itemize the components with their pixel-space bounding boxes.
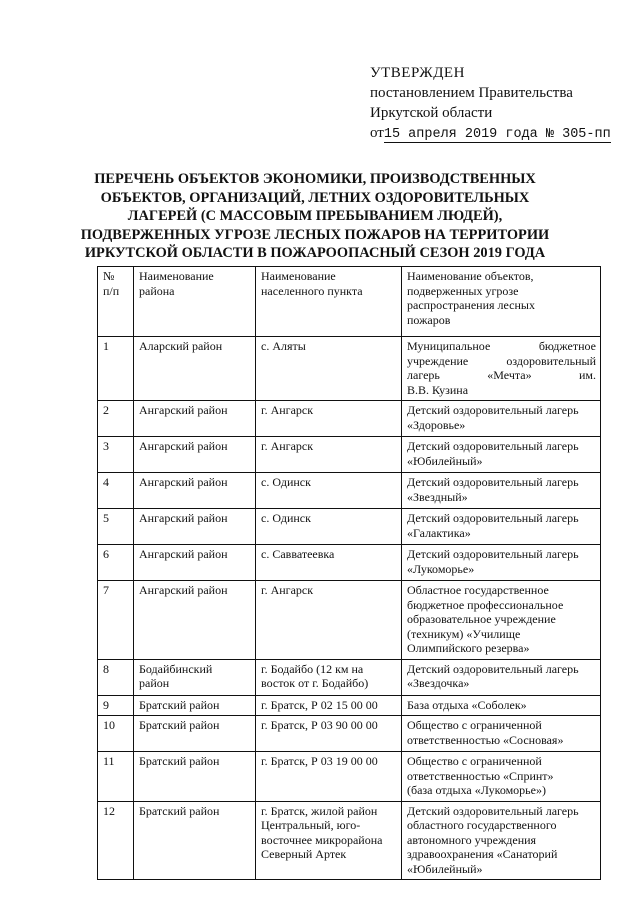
table-row — [98, 695, 601, 716]
cell-object-line: Олимпийского резерва» — [407, 641, 530, 655]
cell-district-line: Ангарский район — [139, 547, 228, 561]
cell-place-line: г. Ангарск — [261, 583, 314, 597]
cell-object-line: «Здоровье» — [407, 417, 466, 432]
cell-number: 10 — [98, 716, 134, 752]
cell-object-line: Детский оздоровительный лагерь — [407, 661, 579, 676]
cell-object-line: Детский оздоровительный лагерь — [407, 475, 579, 489]
cell-object-line: Детский оздоровительный лагерь — [407, 547, 579, 561]
cell-district-line: Братский район — [139, 754, 220, 768]
cell-number: 4 — [98, 473, 134, 509]
cell-district-line: Братский район — [139, 697, 220, 712]
cell-place — [256, 545, 402, 581]
cell-object — [402, 509, 601, 545]
cell-place-line: г. Братск, жилой район — [261, 803, 378, 818]
table-row — [98, 581, 601, 660]
cell-number: 1 — [98, 337, 134, 401]
cell-place-line: г. Ангарск — [261, 439, 314, 453]
header-number-line: п/п — [103, 283, 120, 298]
cell-place — [256, 752, 402, 802]
header-object — [402, 267, 601, 337]
cell-district — [134, 401, 256, 437]
table-row — [98, 337, 601, 401]
table-header-row — [98, 267, 601, 337]
cell-object — [402, 581, 601, 660]
header-place-line: Наименование — [261, 269, 336, 283]
cell-object-line: «Галактика» — [407, 525, 471, 540]
cell-place-line: г. Братск, Р 02 15 00 00 — [261, 697, 378, 712]
table-row — [98, 545, 601, 581]
cell-object-line: областного государственного — [407, 818, 557, 832]
cell-object-line: База отдыха «Соболек» — [407, 697, 527, 712]
cell-object-line: образовательное учреждение — [407, 612, 556, 626]
document-title-line: ПОДВЕРЖЕННЫХ УГРОЗЕ ЛЕСНЫХ ПОЖАРОВ НА ТЕРРИТОРИИ — [80, 226, 550, 243]
cell-object-line: Детский оздоровительный лагерь — [407, 439, 579, 453]
cell-district-line: Ангарский район — [139, 583, 228, 597]
cell-district-line: Аларский район — [139, 339, 223, 353]
cell-object-line: Общество с ограниченной — [407, 718, 542, 732]
cell-district — [134, 695, 256, 716]
approval-line-3: Иркутской области — [370, 105, 493, 121]
cell-object-line: Областное государственное — [407, 583, 549, 597]
cell-place-line: г. Братск, Р 03 19 00 00 — [261, 754, 378, 768]
cell-object-line: ответственностью «Спринт» — [407, 768, 554, 783]
cell-district — [134, 581, 256, 660]
cell-district-line: Ангарский район — [139, 511, 228, 525]
cell-object-line: «Звездный» — [407, 489, 468, 504]
table-row — [98, 752, 601, 802]
cell-object-line: (техникум) «Училище — [407, 626, 521, 641]
cell-district-line: Бодайбинский — [139, 661, 213, 676]
cell-number: 2 — [98, 401, 134, 437]
cell-place — [256, 401, 402, 437]
cell-object-line: учреждение оздоровительный — [407, 353, 596, 368]
approval-title: УТВЕРЖДЕН — [370, 65, 465, 81]
cell-object-line: «Лукоморье» — [407, 561, 475, 576]
approval-date-line — [370, 123, 630, 145]
approval-date-value: 15 апреля 2019 года № 305-пп — [383, 127, 611, 142]
header-district-line: Наименование — [139, 269, 214, 283]
cell-object-line: Муниципальное бюджетное — [407, 339, 596, 353]
cell-district-line: Ангарский район — [139, 403, 228, 417]
cell-district-line: Ангарский район — [139, 475, 228, 489]
cell-object-line: «Юбилейный» — [407, 861, 483, 876]
cell-district-line: Братский район — [139, 718, 220, 732]
cell-object-line: ответственностью «Сосновая» — [407, 732, 564, 747]
objects-table — [97, 266, 601, 880]
cell-object — [402, 659, 601, 695]
cell-object-line: бюджетное профессиональное — [407, 597, 564, 612]
cell-district-line: Братский район — [139, 803, 220, 818]
cell-district — [134, 473, 256, 509]
header-object-line: подверженных угрозе — [407, 283, 519, 298]
cell-district-line: Ангарский район — [139, 439, 228, 453]
document-title-line: ПЕРЕЧЕНЬ ОБЪЕКТОВ ЭКОНОМИКИ, ПРОИЗВОДСТВЕННЫХ — [94, 171, 536, 187]
cell-object-line: Общество с ограниченной — [407, 754, 542, 768]
cell-place — [256, 716, 402, 752]
cell-district — [134, 716, 256, 752]
cell-object — [402, 752, 601, 802]
cell-number: 11 — [98, 752, 134, 802]
cell-district — [134, 801, 256, 880]
approval-stamp — [370, 63, 630, 145]
cell-place — [256, 581, 402, 660]
header-place-line: населенного пункта — [261, 283, 363, 298]
cell-place-line: восточнее микрорайона — [261, 832, 383, 847]
approval-date-prefix: от — [370, 125, 384, 141]
cell-place-line: Северный Артек — [261, 847, 347, 861]
cell-place-line: г. Братск, Р 03 90 00 00 — [261, 718, 378, 732]
cell-object-line: Детский оздоровительный лагерь — [407, 511, 579, 525]
cell-object-line: «Юбилейный» — [407, 453, 483, 468]
cell-place-line: г. Бодайбо (12 км на — [261, 661, 364, 676]
document-title — [80, 170, 550, 263]
cell-object-line: здравоохранения «Санаторий — [407, 847, 558, 861]
cell-district — [134, 545, 256, 581]
cell-district — [134, 659, 256, 695]
cell-number: 5 — [98, 509, 134, 545]
cell-number: 12 — [98, 801, 134, 880]
cell-district — [134, 437, 256, 473]
cell-place — [256, 437, 402, 473]
cell-place-line: с. Одинск — [261, 511, 311, 525]
cell-district — [134, 509, 256, 545]
cell-object-line: лагерь «Мечта» им. — [407, 368, 596, 382]
header-object-line: распространения лесных — [407, 298, 535, 312]
cell-object-line: (база отдыха «Лукоморье») — [407, 783, 546, 797]
cell-place — [256, 695, 402, 716]
cell-place — [256, 473, 402, 509]
cell-object — [402, 716, 601, 752]
table-row — [98, 716, 601, 752]
header-object-line: пожаров — [407, 312, 451, 327]
table-row — [98, 801, 601, 880]
cell-object — [402, 437, 601, 473]
cell-object — [402, 545, 601, 581]
cell-district-line: район — [139, 676, 170, 690]
document-title-line: ЛАГЕРЕЙ (С МАССОВЫМ ПРЕБЫВАНИЕМ ЛЮДЕЙ), — [127, 208, 503, 224]
cell-number: 6 — [98, 545, 134, 581]
header-district — [134, 267, 256, 337]
cell-number: 9 — [98, 695, 134, 716]
cell-object — [402, 473, 601, 509]
header-number-line: № — [103, 269, 115, 283]
cell-number: 7 — [98, 581, 134, 660]
header-place — [256, 267, 402, 337]
cell-number: 8 — [98, 659, 134, 695]
cell-place — [256, 337, 402, 401]
cell-place — [256, 509, 402, 545]
cell-place-line: с. Аляты — [261, 339, 306, 353]
cell-district — [134, 752, 256, 802]
cell-object — [402, 801, 601, 880]
header-number — [98, 267, 134, 337]
cell-object-line: Детский оздоровительный лагерь — [407, 403, 579, 417]
cell-object — [402, 337, 601, 401]
cell-object-line: автономного учреждения — [407, 832, 537, 847]
cell-place-line: с. Одинск — [261, 475, 311, 489]
cell-place-line: с. Савватеевка — [261, 547, 335, 561]
table-row — [98, 509, 601, 545]
table-row — [98, 473, 601, 509]
document-title-line: ОБЪЕКТОВ, ОРГАНИЗАЦИЙ, ЛЕТНИХ ОЗДОРОВИТЕЛЬНЫХ — [100, 189, 530, 206]
cell-district — [134, 337, 256, 401]
table-row — [98, 401, 601, 437]
table-row — [98, 659, 601, 695]
cell-place — [256, 801, 402, 880]
header-district-line: района — [139, 283, 175, 298]
cell-number: 3 — [98, 437, 134, 473]
cell-object-line: В.В. Кузина — [407, 382, 469, 397]
cell-place-line: г. Ангарск — [261, 403, 314, 417]
cell-object — [402, 695, 601, 716]
cell-place-line: восток от г. Бодайбо) — [261, 676, 369, 690]
cell-place — [256, 659, 402, 695]
table-row — [98, 437, 601, 473]
header-object-line: Наименование объектов, — [407, 269, 534, 283]
cell-object — [402, 401, 601, 437]
document-title-line: ИРКУТСКОЙ ОБЛАСТИ В ПОЖАРООПАСНЫЙ СЕЗОН 2019 ГОДА — [84, 245, 546, 261]
cell-object-line: «Звездочка» — [407, 676, 470, 690]
cell-object-line: Детский оздоровительный лагерь — [407, 803, 579, 818]
cell-place-line: Центральный, юго- — [261, 818, 361, 832]
approval-line-2: постановлением Правительства — [370, 85, 573, 101]
